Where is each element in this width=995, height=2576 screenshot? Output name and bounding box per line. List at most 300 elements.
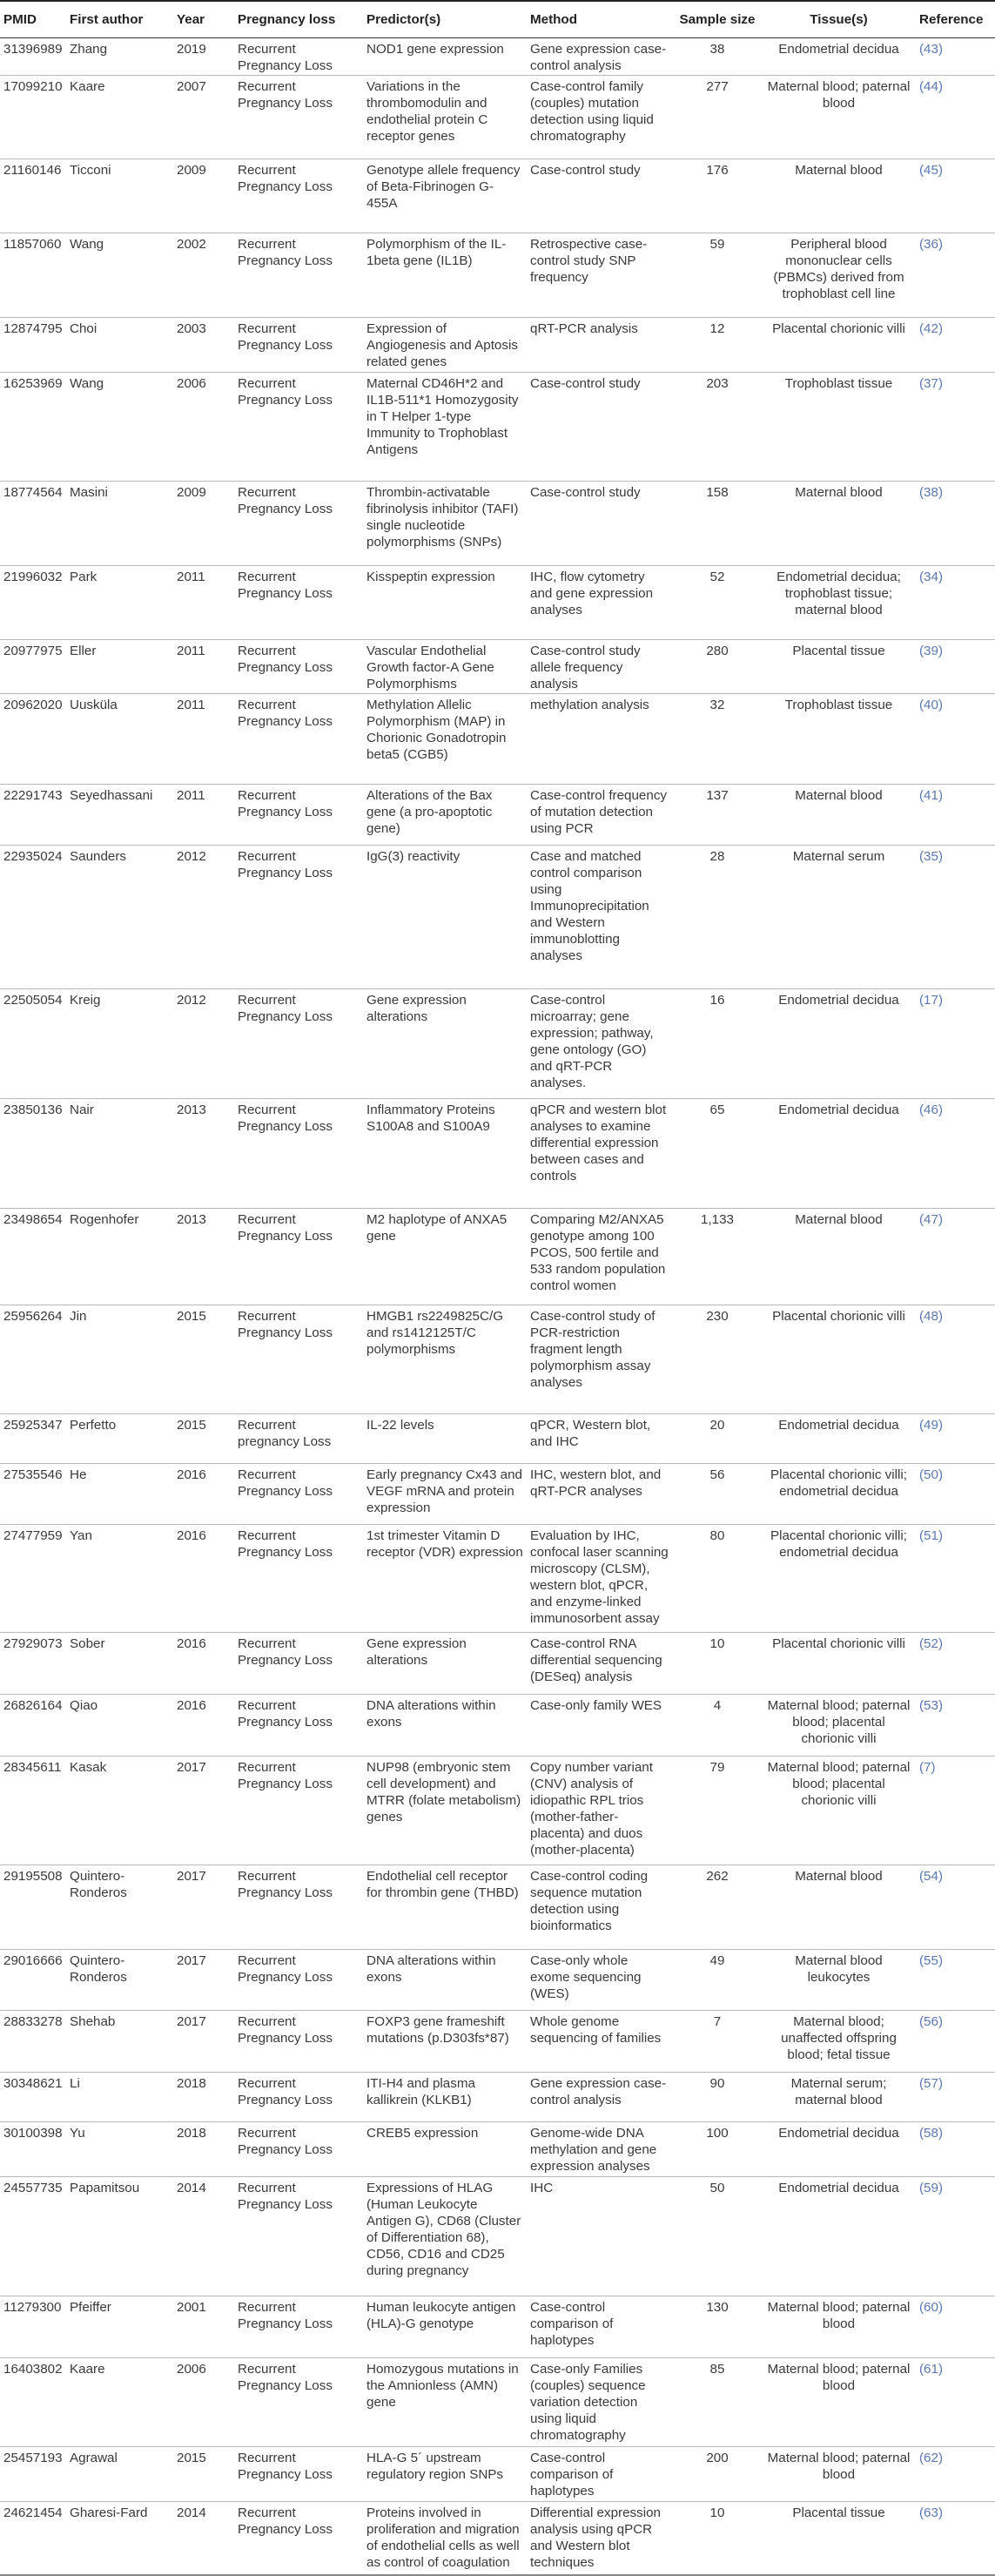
cell-pmid: 20962020 [0,694,66,785]
cell-method: Case-control study allele frequency analysis [527,639,673,694]
cell-reference[interactable]: (41) [916,785,995,846]
cell-method: Gene expression case-control analysis [527,37,673,75]
cell-reference[interactable]: (45) [916,159,995,233]
cell-predictors: Expressions of HLAG (Human Leukocyte Antigen G), CD68 (Cluster of Differentiation 68), CD56, CD16 and CD25 during pregnancy [363,2176,527,2296]
cell-year: 2017 [173,1757,234,1865]
cell-tissues: Endometrial decidua [762,1414,916,1464]
cell-pregnancy-loss: Recurrent Pregnancy Loss [234,694,363,785]
cell-year: 2011 [173,566,234,639]
cell-sample-size: 130 [673,2296,762,2358]
table-row [0,75,995,159]
cell-method: Case-control frequency of mutation detection using PCR [527,785,673,846]
cell-first-author: Saunders [66,846,173,989]
cell-sample-size: 56 [673,1463,762,1524]
cell-year: 2007 [173,75,234,159]
cell-tissues: Placental tissue [762,2501,916,2575]
cell-sample-size: 32 [673,694,762,785]
table-header [0,1,995,37]
cell-predictors: Inflammatory Proteins S100A8 and S100A9 [363,1099,527,1208]
cell-reference[interactable]: (39) [916,639,995,694]
cell-tissues: Placental chorionic villi; endometrial decidua [762,1463,916,1524]
cell-tissues: Maternal blood [762,159,916,233]
cell-sample-size: 79 [673,1757,762,1865]
cell-sample-size: 10 [673,2501,762,2575]
cell-method: Case-control comparison of haplotypes [527,2296,673,2358]
cell-first-author: Eller [66,639,173,694]
cell-tissues: Maternal blood leukocytes [762,1950,916,2011]
cell-pregnancy-loss: Recurrent Pregnancy Loss [234,1524,363,1632]
cell-pregnancy-loss: Recurrent Pregnancy Loss [234,785,363,846]
cell-method: Case-control study [527,373,673,481]
cell-method: Case-control RNA differential sequencing (DESeq) analysis [527,1633,673,1695]
table-row [0,2073,995,2122]
cell-reference[interactable]: (63) [916,2501,995,2575]
cell-tissues: Maternal blood [762,1865,916,1950]
cell-pregnancy-loss: Recurrent Pregnancy Loss [234,1099,363,1208]
cell-method: IHC, western blot, and qRT-PCR analyses [527,1463,673,1524]
cell-first-author: Ticconi [66,159,173,233]
cell-sample-size: 277 [673,75,762,159]
cell-year: 2006 [173,373,234,481]
cell-predictors: Polymorphism of the IL-1beta gene (IL1B) [363,233,527,318]
cell-method: Case-control family (couples) mutation detection using liquid chromatography [527,75,673,159]
cell-predictors: NUP98 (embryonic stem cell development) and MTRR (folate metabolism) genes [363,1757,527,1865]
cell-sample-size: 10 [673,1633,762,1695]
cell-year: 2016 [173,1633,234,1695]
cell-reference[interactable]: (46) [916,1099,995,1208]
cell-reference[interactable]: (44) [916,75,995,159]
cell-method: IHC, flow cytometry and gene expression analyses [527,566,673,639]
cell-tissues: Maternal serum; maternal blood [762,2073,916,2122]
cell-sample-size: 262 [673,1865,762,1950]
table-row [0,846,995,989]
cell-pregnancy-loss: Recurrent Pregnancy Loss [234,2447,363,2502]
cell-predictors: M2 haplotype of ANXA5 gene [363,1208,527,1305]
cell-pmid: 22291743 [0,785,66,846]
cell-sample-size: 20 [673,1414,762,1464]
cell-year: 2014 [173,2501,234,2575]
cell-pregnancy-loss: Recurrent Pregnancy Loss [234,1463,363,1524]
cell-first-author: Papamitsou [66,2176,173,2296]
cell-year: 2012 [173,988,234,1099]
table-row [0,2176,995,2296]
header-tissues: Tissue(s) [762,1,916,37]
cell-reference[interactable]: (36) [916,233,995,318]
cell-pregnancy-loss: Recurrent Pregnancy Loss [234,159,363,233]
cell-tissues: Trophoblast tissue [762,373,916,481]
cell-first-author: Perfetto [66,1414,173,1464]
cell-pmid: 24557735 [0,2176,66,2296]
cell-reference[interactable]: (52) [916,1633,995,1695]
cell-year: 2016 [173,1524,234,1632]
cell-tissues: Maternal blood [762,1208,916,1305]
cell-sample-size: 80 [673,1524,762,1632]
cell-first-author: Park [66,566,173,639]
header-method: Method [527,1,673,37]
cell-predictors: IgG(3) reactivity [363,846,527,989]
table-row [0,1757,995,1865]
cell-reference[interactable]: (17) [916,988,995,1099]
cell-method: Case-control study [527,159,673,233]
cell-predictors: Gene expression alterations [363,988,527,1099]
table-row [0,1463,995,1524]
cell-pmid: 21160146 [0,159,66,233]
cell-reference[interactable]: (59) [916,2176,995,2296]
cell-pmid: 25457193 [0,2447,66,2502]
cell-pmid: 11279300 [0,2296,66,2358]
cell-pmid: 20977975 [0,639,66,694]
header-year: Year [173,1,234,37]
cell-year: 2011 [173,785,234,846]
cell-first-author: Kaare [66,75,173,159]
cell-year: 2009 [173,159,234,233]
cell-pmid: 29195508 [0,1865,66,1950]
cell-tissues: Peripheral blood mononuclear cells (PBMCs) derived from trophoblast cell line [762,233,916,318]
cell-first-author: Seyedhassani [66,785,173,846]
cell-year: 2013 [173,1099,234,1208]
cell-sample-size: 137 [673,785,762,846]
cell-first-author: Kasak [66,1757,173,1865]
cell-predictors: Vascular Endothelial Growth factor-A Gene Polymorphisms [363,639,527,694]
cell-sample-size: 90 [673,2073,762,2122]
cell-method: Case-control comparison of haplotypes [527,2447,673,2502]
cell-predictors: Variations in the thrombomodulin and endothelial protein C receptor genes [363,75,527,159]
cell-pregnancy-loss: Recurrent Pregnancy Loss [234,2176,363,2296]
cell-reference[interactable]: (35) [916,846,995,989]
cell-pregnancy-loss: Recurrent Pregnancy Loss [234,1950,363,2011]
cell-pregnancy-loss: Recurrent Pregnancy Loss [234,2121,363,2176]
cell-tissues: Placental chorionic villi; endometrial decidua [762,1524,916,1632]
cell-pregnancy-loss: Recurrent Pregnancy Loss [234,566,363,639]
cell-tissues: Maternal blood [762,785,916,846]
table-row [0,2296,995,2358]
cell-pregnancy-loss: Recurrent Pregnancy Loss [234,318,363,373]
cell-reference[interactable]: (54) [916,1865,995,1950]
cell-sample-size: 4 [673,1695,762,1757]
cell-method: Case-control study of PCR-restriction fragment length polymorphism assay analyses [527,1305,673,1413]
table-row [0,2447,995,2502]
cell-pregnancy-loss: Recurrent Pregnancy Loss [234,37,363,75]
cell-method: Case-control study [527,481,673,566]
cell-first-author: Masini [66,481,173,566]
cell-pmid: 28345611 [0,1757,66,1865]
cell-sample-size: 49 [673,1950,762,2011]
cell-pregnancy-loss: Recurrent Pregnancy Loss [234,481,363,566]
cell-reference[interactable]: (37) [916,373,995,481]
cell-tissues: Maternal blood; paternal blood; placental chorionic villi [762,1695,916,1757]
cell-year: 2018 [173,2121,234,2176]
cell-tissues: Maternal blood [762,481,916,566]
cell-reference[interactable]: (48) [916,1305,995,1413]
cell-predictors: Homozygous mutations in the Amnionless (AMN) gene [363,2358,527,2447]
cell-first-author: Agrawal [66,2447,173,2502]
cell-year: 2016 [173,1695,234,1757]
cell-sample-size: 65 [673,1099,762,1208]
table-row [0,2358,995,2447]
cell-predictors: HLA-G 5´ upstream regulatory region SNPs [363,2447,527,2502]
table-row [0,694,995,785]
cell-predictors: DNA alterations within exons [363,1695,527,1757]
cell-method: methylation analysis [527,694,673,785]
cell-reference[interactable]: (55) [916,1950,995,2011]
cell-year: 2015 [173,1305,234,1413]
cell-method: Comparing M2/ANXA5 genotype among 100 PCOS, 500 fertile and 533 random population control women [527,1208,673,1305]
cell-predictors: Alterations of the Bax gene (a pro-apoptotic gene) [363,785,527,846]
cell-year: 2013 [173,1208,234,1305]
cell-tissues: Placental tissue [762,639,916,694]
cell-pregnancy-loss: Recurrent Pregnancy Loss [234,2073,363,2122]
cell-reference[interactable]: (50) [916,1463,995,1524]
cell-method: Whole genome sequencing of families [527,2011,673,2073]
table-row [0,566,995,639]
cell-tissues: Endometrial decidua; trophoblast tissue; maternal blood [762,566,916,639]
table-row [0,373,995,481]
cell-year: 2014 [173,2176,234,2296]
cell-first-author: Pfeiffer [66,2296,173,2358]
cell-year: 2011 [173,639,234,694]
cell-first-author: Yan [66,1524,173,1632]
cell-tissues: Placental chorionic villi [762,1305,916,1413]
cell-first-author: Qiao [66,1695,173,1757]
cell-predictors: Gene expression alterations [363,1633,527,1695]
cell-reference[interactable]: (7) [916,1757,995,1865]
cell-sample-size: 200 [673,2447,762,2502]
cell-pregnancy-loss: Recurrent Pregnancy Loss [234,1757,363,1865]
cell-year: 2011 [173,694,234,785]
cell-first-author: Sober [66,1633,173,1695]
cell-predictors: Thrombin-activatable fibrinolysis inhibitor (TAFI) single nucleotide polymorphisms (SNPs) [363,481,527,566]
cell-first-author: Wang [66,233,173,318]
table-row [0,1865,995,1950]
cell-first-author: Choi [66,318,173,373]
cell-pregnancy-loss: Recurrent Pregnancy Loss [234,75,363,159]
cell-pmid: 22505054 [0,988,66,1099]
cell-year: 2012 [173,846,234,989]
table-body [0,37,995,2575]
cell-pmid: 30348621 [0,2073,66,2122]
cell-first-author: Quintero-Ronderos [66,1950,173,2011]
cell-sample-size: 85 [673,2358,762,2447]
cell-sample-size: 28 [673,846,762,989]
cell-reference[interactable]: (49) [916,1414,995,1464]
cell-pmid: 31396989 [0,37,66,75]
header-reference: Reference [916,1,995,37]
cell-year: 2006 [173,2358,234,2447]
cell-sample-size: 16 [673,988,762,1099]
cell-tissues: Maternal serum [762,846,916,989]
cell-first-author: He [66,1463,173,1524]
table-row [0,1695,995,1757]
table-row [0,1305,995,1413]
cell-predictors: Methylation Allelic Polymorphism (MAP) in Chorionic Gonadotropin beta5 (CGB5) [363,694,527,785]
cell-year: 2002 [173,233,234,318]
cell-first-author: Gharesi-Fard [66,2501,173,2575]
cell-year: 2001 [173,2296,234,2358]
cell-tissues: Placental chorionic villi [762,1633,916,1695]
cell-sample-size: 12 [673,318,762,373]
cell-first-author: Zhang [66,37,173,75]
cell-reference[interactable]: (47) [916,1208,995,1305]
cell-method: Case-control microarray; gene expression; pathway, gene ontology (GO) and qRT-PCR analyses. [527,988,673,1099]
cell-pmid: 27929073 [0,1633,66,1695]
header-row [0,1,995,37]
cell-predictors: Expression of Angiogenesis and Aptosis related genes [363,318,527,373]
cell-tissues: Endometrial decidua [762,37,916,75]
cell-pmid: 12874795 [0,318,66,373]
cell-reference[interactable]: (58) [916,2121,995,2176]
cell-pmid: 27535546 [0,1463,66,1524]
cell-pregnancy-loss: Recurrent Pregnancy Loss [234,1695,363,1757]
cell-tissues: Placental chorionic villi [762,318,916,373]
header-pmid: PMID [0,1,66,37]
cell-sample-size: 1,133 [673,1208,762,1305]
cell-sample-size: 230 [673,1305,762,1413]
cell-pregnancy-loss: Recurrent Pregnancy Loss [234,1305,363,1413]
cell-method: Case and matched control comparison using Immunoprecipitation and Western immunoblotting analyses [527,846,673,989]
cell-sample-size: 158 [673,481,762,566]
cell-reference[interactable]: (62) [916,2447,995,2502]
cell-first-author: Yu [66,2121,173,2176]
cell-predictors: 1st trimester Vitamin D receptor (VDR) expression [363,1524,527,1632]
table-row [0,1950,995,2011]
cell-first-author: Li [66,2073,173,2122]
cell-year: 2018 [173,2073,234,2122]
cell-pmid: 22935024 [0,846,66,989]
table-row [0,159,995,233]
cell-tissues: Endometrial decidua [762,988,916,1099]
table-row [0,37,995,75]
cell-predictors: NOD1 gene expression [363,37,527,75]
table-row [0,318,995,373]
cell-reference[interactable]: (38) [916,481,995,566]
cell-pregnancy-loss: Recurrent Pregnancy Loss [234,2011,363,2073]
cell-pregnancy-loss: Recurrent Pregnancy Loss [234,2358,363,2447]
cell-sample-size: 50 [673,2176,762,2296]
cell-pmid: 27477959 [0,1524,66,1632]
cell-first-author: Jin [66,1305,173,1413]
cell-reference[interactable]: (40) [916,694,995,785]
cell-pmid: 23850136 [0,1099,66,1208]
cell-year: 2003 [173,318,234,373]
cell-reference[interactable]: (53) [916,1695,995,1757]
cell-reference[interactable]: (60) [916,2296,995,2358]
cell-pmid: 28833278 [0,2011,66,2073]
cell-pmid: 25925347 [0,1414,66,1464]
cell-predictors: FOXP3 gene frameshift mutations (p.D303fs*87) [363,2011,527,2073]
cell-tissues: Maternal blood; paternal blood [762,2447,916,2502]
table-row [0,1524,995,1632]
cell-tissues: Maternal blood; paternal blood [762,2358,916,2447]
cell-predictors: HMGB1 rs2249825C/G and rs1412125T/C polymorphisms [363,1305,527,1413]
cell-sample-size: 176 [673,159,762,233]
cell-pregnancy-loss: Recurrent Pregnancy Loss [234,233,363,318]
header-first-author: First author [66,1,173,37]
cell-reference[interactable]: (57) [916,2073,995,2122]
cell-reference[interactable]: (43) [916,37,995,75]
table-row [0,2121,995,2176]
cell-predictors: Early pregnancy Cx43 and VEGF mRNA and protein expression [363,1463,527,1524]
cell-reference[interactable]: (56) [916,2011,995,2073]
cell-reference[interactable]: (51) [916,1524,995,1632]
cell-year: 2015 [173,2447,234,2502]
cell-first-author: Uusküla [66,694,173,785]
cell-pmid: 24621454 [0,2501,66,2575]
cell-predictors: CREB5 expression [363,2121,527,2176]
table-row [0,1099,995,1208]
table-row [0,1208,995,1305]
cell-year: 2017 [173,2011,234,2073]
cell-pregnancy-loss: Recurrent Pregnancy Loss [234,639,363,694]
cell-reference[interactable]: (42) [916,318,995,373]
table-row [0,639,995,694]
table-row [0,2501,995,2575]
table-row [0,785,995,846]
cell-tissues: Trophoblast tissue [762,694,916,785]
cell-pmid: 23498654 [0,1208,66,1305]
cell-predictors: ITI-H4 and plasma kallikrein (KLKB1) [363,2073,527,2122]
cell-sample-size: 59 [673,233,762,318]
cell-pregnancy-loss: Recurrent Pregnancy Loss [234,846,363,989]
cell-pmid: 25956264 [0,1305,66,1413]
table-row [0,988,995,1099]
cell-first-author: Quintero-Ronderos [66,1865,173,1950]
cell-pregnancy-loss: Recurrent Pregnancy Loss [234,1865,363,1950]
cell-first-author: Shehab [66,2011,173,2073]
table-row [0,1633,995,1695]
cell-pregnancy-loss: Recurrent Pregnancy Loss [234,1633,363,1695]
cell-tissues: Endometrial decidua [762,1099,916,1208]
cell-reference[interactable]: (61) [916,2358,995,2447]
cell-year: 2016 [173,1463,234,1524]
cell-tissues: Endometrial decidua [762,2121,916,2176]
cell-predictors: Kisspeptin expression [363,566,527,639]
table-row [0,481,995,566]
cell-first-author: Kaare [66,2358,173,2447]
header-pregnancy-loss: Pregnancy loss [234,1,363,37]
cell-tissues: Maternal blood; unaffected offspring blood; fetal tissue [762,2011,916,2073]
cell-sample-size: 7 [673,2011,762,2073]
cell-pregnancy-loss: Recurrent Pregnancy Loss [234,373,363,481]
cell-reference[interactable]: (34) [916,566,995,639]
cell-pmid: 11857060 [0,233,66,318]
table-row [0,1414,995,1464]
cell-first-author: Wang [66,373,173,481]
cell-predictors: IL-22 levels [363,1414,527,1464]
cell-method: Case-only family WES [527,1695,673,1757]
cell-sample-size: 203 [673,373,762,481]
cell-method: Differential expression analysis using qPCR and Western blot techniques [527,2501,673,2575]
cell-tissues: Maternal blood; paternal blood; placental chorionic villi [762,1757,916,1865]
table-row [0,2011,995,2073]
cell-pregnancy-loss: Recurrent Pregnancy Loss [234,988,363,1099]
cell-year: 2015 [173,1414,234,1464]
cell-predictors: Genotype allele frequency of Beta-Fibrinogen G-455A [363,159,527,233]
cell-method: Case-only Families (couples) sequence variation detection using liquid chromatography [527,2358,673,2447]
cell-method: Evaluation by IHC, confocal laser scanning microscopy (CLSM), western blot, qPCR, and enzyme-linked immunosorbent assay [527,1524,673,1632]
cell-pmid: 16253969 [0,373,66,481]
cell-pmid: 17099210 [0,75,66,159]
cell-method: IHC [527,2176,673,2296]
cell-year: 2017 [173,1950,234,2011]
cell-predictors: Endothelial cell receptor for thrombin gene (THBD) [363,1865,527,1950]
cell-method: Gene expression case-control analysis [527,2073,673,2122]
cell-pmid: 18774564 [0,481,66,566]
cell-predictors: Maternal CD46H*2 and IL1B-511*1 Homozygosity in T Helper 1-type Immunity to Trophoblast Antigens [363,373,527,481]
cell-first-author: Rogenhofer [66,1208,173,1305]
table-row [0,233,995,318]
cell-method: Case-control coding sequence mutation detection using bioinformatics [527,1865,673,1950]
cell-pmid: 29016666 [0,1950,66,2011]
